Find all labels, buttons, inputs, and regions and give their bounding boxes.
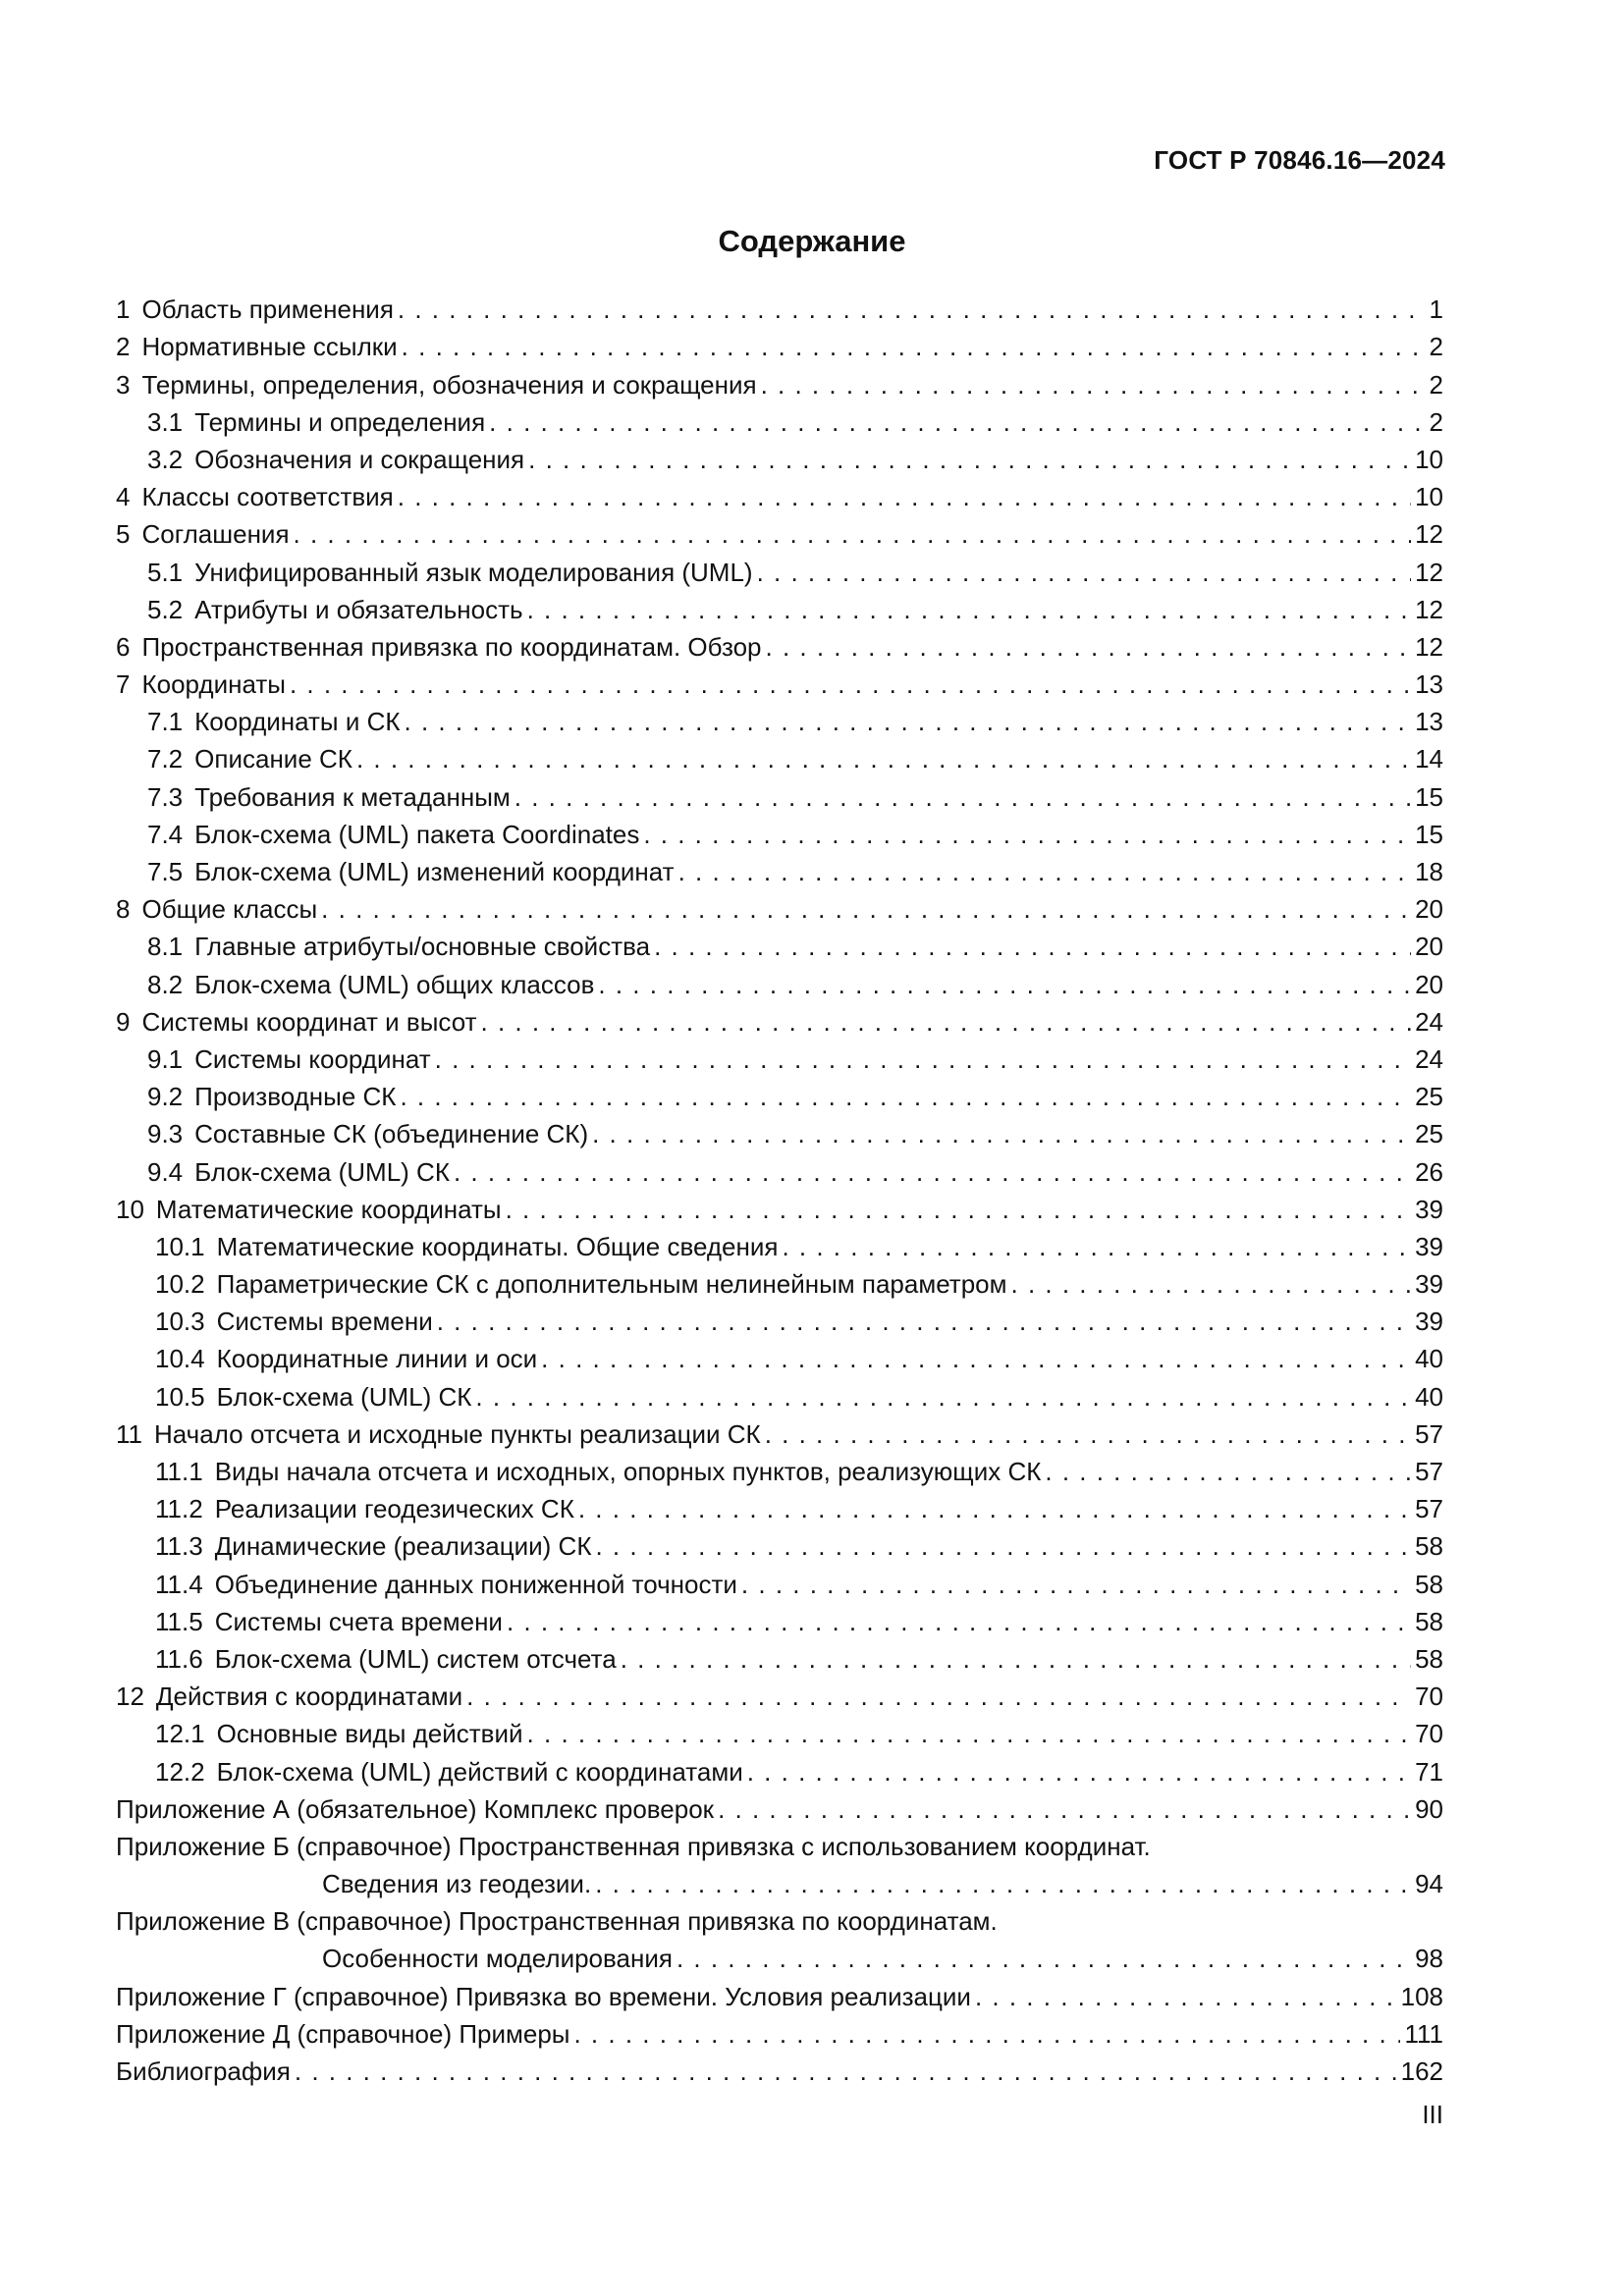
dot-leader — [718, 1795, 1411, 1825]
toc-entry-label — [155, 1344, 537, 1374]
toc-entry-label — [147, 1044, 431, 1075]
toc-entry-page: 18 — [1415, 857, 1443, 886]
dot-leader — [437, 1308, 1411, 1337]
toc-entry[interactable] — [116, 850, 1443, 887]
toc-entry-label — [155, 1531, 591, 1562]
toc-entry[interactable] — [116, 1149, 1443, 1187]
toc-entry-label — [155, 1232, 778, 1262]
toc-entry-title: Виды начала отсчета и исходных, опорных пунктов, реализующих СК — [214, 1457, 1042, 1486]
toc-entry[interactable] — [116, 288, 1443, 325]
toc-entry-number: 12.1 — [155, 1719, 205, 1749]
toc-entry-label — [147, 445, 524, 475]
toc-entry[interactable] — [116, 550, 1443, 587]
toc-entry[interactable] — [116, 737, 1443, 774]
dot-leader — [489, 408, 1425, 438]
appendix-entry[interactable] — [116, 1937, 1443, 1974]
page-title: Содержание — [718, 224, 906, 258]
toc-entry-page: 40 — [1415, 1381, 1443, 1412]
toc-entry-number: 12 — [116, 1682, 144, 1712]
toc-entry[interactable] — [116, 1675, 1443, 1712]
dot-leader — [294, 520, 1412, 550]
dot-leader — [598, 971, 1411, 1000]
toc-entry[interactable] — [116, 1000, 1443, 1038]
appendix-title-continued: Особенности моделирования — [322, 1944, 673, 1974]
appendix-entry[interactable] — [116, 1788, 1443, 1825]
dot-leader — [295, 2057, 1397, 2087]
toc-entry-title: Главные атрибуты/основные свойства — [194, 932, 651, 962]
toc-entry[interactable] — [116, 1749, 1443, 1787]
toc-entry-number: 4 — [116, 482, 131, 512]
toc-entry-title: Системы счета времени — [214, 1606, 503, 1636]
toc-entry-number: 10 — [116, 1194, 144, 1224]
toc-entry-number: 10.3 — [155, 1307, 205, 1337]
toc-entry-title: Атрибуты и обязательность — [194, 594, 523, 624]
toc-entry[interactable] — [116, 1712, 1443, 1749]
toc-entry-page: 39 — [1415, 1307, 1443, 1337]
toc-entry-title: Блок-схема (UML) систем отсчета — [214, 1643, 617, 1674]
appendix-title: Приложение А (обязательное) Комплекс проверок — [116, 1793, 715, 1824]
dot-leader — [592, 1120, 1411, 1149]
toc-entry[interactable] — [116, 1562, 1443, 1599]
table-of-contents — [116, 288, 1443, 2087]
toc-entry-label — [147, 970, 594, 1000]
toc-entry-title: Блок-схема (UML) СК — [194, 1156, 450, 1187]
dot-leader — [475, 1383, 1411, 1413]
toc-entry-page: 25 — [1415, 1082, 1443, 1112]
dot-leader — [741, 1571, 1411, 1600]
toc-entry-title: Начало отсчета и исходные пункты реализации СК — [154, 1418, 761, 1449]
toc-entry-page: 25 — [1415, 1119, 1443, 1149]
toc-entry[interactable] — [116, 475, 1443, 512]
toc-entry-number: 11.4 — [155, 1569, 203, 1599]
dot-leader — [643, 821, 1411, 850]
toc-entry[interactable] — [116, 887, 1443, 925]
toc-entry-title: Унифицированный язык моделирования (UML) — [194, 557, 753, 587]
toc-entry-page: 20 — [1415, 894, 1443, 925]
toc-entry-page: 71 — [1415, 1756, 1443, 1787]
toc-entry-number: 7.1 — [147, 707, 184, 737]
toc-entry[interactable] — [116, 625, 1443, 663]
toc-entry[interactable] — [116, 1600, 1443, 1637]
toc-entry-label — [116, 1195, 502, 1225]
toc-entry-page: 20 — [1415, 932, 1443, 962]
toc-entry-label — [147, 1119, 588, 1149]
toc-entry[interactable] — [116, 1637, 1443, 1675]
toc-entry-label — [116, 519, 290, 550]
toc-entry-page: 12 — [1415, 631, 1443, 662]
dot-leader — [621, 1645, 1411, 1675]
toc-entry-label — [147, 1157, 450, 1188]
appendix-page: 111 — [1404, 2018, 1443, 2049]
toc-entry-page: 13 — [1415, 707, 1443, 737]
appendix-title: Приложение Д (справочное) Примеры — [116, 2018, 570, 2049]
toc-entry-title: Блок-схема (UML) общих классов — [194, 969, 595, 999]
toc-entry[interactable] — [116, 400, 1443, 438]
toc-entry-number: 10.4 — [155, 1344, 205, 1374]
toc-entry-number: 9.4 — [147, 1156, 184, 1187]
toc-entry[interactable] — [116, 325, 1443, 362]
dot-leader — [454, 1158, 1411, 1188]
toc-entry-label — [155, 1570, 737, 1600]
toc-entry-label — [116, 1419, 761, 1450]
dot-leader — [528, 446, 1411, 475]
appendix-page: 162 — [1400, 2056, 1443, 2086]
toc-entry-number: 11.6 — [155, 1643, 203, 1674]
toc-entry-title: Описание СК — [194, 744, 352, 774]
toc-entry-page: 39 — [1415, 1231, 1443, 1261]
toc-entry-page: 58 — [1415, 1643, 1443, 1674]
toc-entry-page: 70 — [1415, 1719, 1443, 1749]
dot-leader — [541, 1345, 1411, 1374]
toc-entry-title: Требования к метаданным — [194, 781, 511, 812]
toc-entry-number: 3 — [116, 369, 131, 400]
toc-entry-title: Объединение данных пониженной точности — [214, 1569, 737, 1599]
appendix-title: Приложение Г (справочное) Привязка во времени. Условия реализации — [116, 1981, 971, 2011]
toc-entry-number: 7.5 — [147, 857, 184, 886]
dot-leader — [398, 483, 1411, 512]
dot-leader — [595, 1870, 1411, 1899]
toc-entry-page: 40 — [1415, 1344, 1443, 1374]
toc-entry[interactable] — [116, 925, 1443, 962]
toc-entry-number: 10.1 — [155, 1231, 205, 1261]
toc-entry-title: Область применения — [141, 294, 394, 325]
dot-leader — [761, 371, 1426, 400]
toc-entry-number: 9.3 — [147, 1119, 184, 1149]
toc-entry-number: 10.2 — [155, 1269, 205, 1300]
toc-entry-label — [155, 1607, 503, 1637]
toc-entry-number: 3.1 — [147, 406, 184, 437]
appendix-entry-heading — [116, 1899, 1443, 1937]
toc-entry-page: 70 — [1415, 1682, 1443, 1712]
toc-entry-page: 26 — [1415, 1156, 1443, 1187]
toc-entry-number: 7 — [116, 669, 131, 700]
toc-entry[interactable] — [116, 700, 1443, 737]
toc-entry-title: Термины и определения — [194, 406, 486, 437]
dot-leader — [506, 1196, 1411, 1225]
toc-entry-label — [116, 632, 762, 663]
toc-entry-number: 5 — [116, 519, 131, 550]
toc-entry[interactable] — [116, 1374, 1443, 1412]
toc-entry-title: Пространственная привязка по координатам. Обзор — [141, 631, 762, 662]
dot-leader — [507, 1608, 1411, 1637]
toc-entry[interactable] — [116, 774, 1443, 812]
toc-entry-page: 2 — [1429, 369, 1443, 400]
dot-leader — [578, 1495, 1411, 1524]
toc-entry-title: Составные СК (объединение СК) — [194, 1119, 589, 1149]
toc-entry-label — [155, 1757, 743, 1788]
toc-entry[interactable] — [116, 512, 1443, 550]
toc-entry-number: 11.1 — [155, 1457, 203, 1486]
toc-entry[interactable] — [116, 1075, 1443, 1112]
toc-entry-label — [155, 1269, 1007, 1300]
toc-entry-label — [147, 820, 639, 850]
toc-entry-title: Математические координаты — [155, 1194, 502, 1224]
toc-entry-page: 12 — [1415, 519, 1443, 550]
toc-entry[interactable] — [116, 1487, 1443, 1524]
toc-entry-page: 24 — [1415, 1006, 1443, 1037]
toc-entry-label — [116, 894, 317, 925]
toc-entry-number: 7.2 — [147, 744, 184, 774]
toc-entry-page: 20 — [1415, 969, 1443, 999]
toc-entry-title: Системы времени — [216, 1307, 433, 1337]
toc-entry-number: 12.2 — [155, 1756, 205, 1787]
toc-entry[interactable] — [116, 1450, 1443, 1487]
toc-entry-label — [116, 669, 286, 700]
toc-entry-page: 58 — [1415, 1531, 1443, 1562]
toc-entry[interactable] — [116, 1225, 1443, 1262]
document-code: ГОСТ Р 70846.16—2024 — [1154, 145, 1445, 175]
toc-entry-number: 11.2 — [155, 1494, 203, 1524]
toc-entry-title: Соглашения — [141, 519, 290, 550]
toc-entry-title: Координаты и СК — [194, 707, 401, 737]
toc-entry-title: Координатные линии и оси — [216, 1344, 538, 1374]
dot-leader — [1011, 1270, 1412, 1300]
toc-entry-label — [116, 294, 394, 325]
toc-entry[interactable] — [116, 1038, 1443, 1075]
dot-leader — [527, 596, 1412, 625]
toc-entry-title: Системы координат и высот — [141, 1006, 477, 1037]
toc-entry-title: Обозначения и сокращения — [194, 444, 525, 474]
toc-entry-label — [155, 1382, 471, 1413]
dot-leader — [747, 1758, 1411, 1788]
toc-entry-title: Блок-схема (UML) СК — [216, 1381, 472, 1412]
toc-entry[interactable] — [116, 1524, 1443, 1562]
appendix-title: Приложение Б (справочное) Пространственная привязка с использованием координат. — [116, 1831, 1151, 1861]
toc-entry-label — [155, 1719, 523, 1749]
appendix-title: Приложение В (справочное) Пространственная привязка по координатам. — [116, 1906, 998, 1937]
dot-leader — [398, 295, 1426, 325]
dot-leader — [573, 2020, 1400, 2050]
dot-leader — [356, 745, 1411, 774]
toc-entry-page: 15 — [1415, 819, 1443, 849]
appendix-title-continued: Сведения из геодезии. — [322, 1869, 592, 1899]
toc-entry-page: 24 — [1415, 1043, 1443, 1074]
dot-leader — [1045, 1458, 1411, 1487]
toc-entry-number: 11.3 — [155, 1531, 203, 1562]
toc-entry[interactable] — [116, 962, 1443, 999]
toc-entry-label — [155, 1307, 433, 1337]
toc-entry-label — [147, 782, 511, 813]
dot-leader — [400, 1083, 1411, 1112]
dot-leader — [481, 1008, 1412, 1038]
toc-entry-label — [147, 857, 675, 887]
toc-entry-page: 15 — [1415, 781, 1443, 812]
toc-entry-title: Координаты — [141, 669, 286, 700]
toc-entry-title: Блок-схема (UML) пакета Coordinates — [194, 819, 640, 849]
toc-entry-number: 9.1 — [147, 1043, 184, 1074]
toc-entry[interactable] — [116, 1112, 1443, 1149]
toc-entry-page: 2 — [1429, 406, 1443, 437]
toc-entry-title: Блок-схема (UML) изменений координат — [194, 857, 675, 886]
toc-entry[interactable] — [116, 362, 1443, 400]
toc-entry[interactable] — [116, 1300, 1443, 1337]
toc-entry-number: 11 — [116, 1418, 142, 1449]
toc-entry-number: 10.5 — [155, 1381, 205, 1412]
dot-leader — [678, 858, 1412, 887]
toc-entry-title: Системы координат — [194, 1043, 431, 1074]
toc-entry-number: 8.2 — [147, 969, 184, 999]
toc-entry-title: Общие классы — [141, 894, 318, 925]
toc-entry-title: Блок-схема (UML) действий с координатами — [216, 1756, 743, 1787]
dot-leader — [402, 333, 1426, 362]
toc-entry-label — [155, 1644, 617, 1675]
toc-entry-title: Реализации геодезических СК — [214, 1494, 574, 1524]
toc-entry-page: 10 — [1415, 482, 1443, 512]
appendix-entry[interactable] — [116, 2050, 1443, 2087]
dot-leader — [514, 783, 1411, 813]
appendix-page: 108 — [1400, 1981, 1443, 2011]
toc-entry-label — [155, 1457, 1041, 1487]
toc-entry-title: Производные СК — [194, 1082, 397, 1112]
toc-entry-page: 57 — [1415, 1457, 1443, 1486]
toc-entry-page: 1 — [1429, 294, 1443, 325]
toc-entry-page: 57 — [1415, 1418, 1443, 1449]
dot-leader — [527, 1720, 1412, 1749]
toc-entry-title: Динамические (реализации) СК — [214, 1531, 592, 1562]
toc-entry[interactable] — [116, 588, 1443, 625]
toc-entry-number: 8 — [116, 894, 131, 925]
toc-entry-title: Основные виды действий — [216, 1719, 523, 1749]
toc-entry-label — [147, 558, 753, 588]
toc-entry-title: Действия с координатами — [155, 1682, 463, 1712]
toc-entry-number: 7.4 — [147, 819, 184, 849]
appendix-page: 90 — [1415, 1793, 1443, 1824]
toc-entry-number: 9.2 — [147, 1082, 184, 1112]
toc-entry-number: 5.1 — [147, 557, 184, 587]
appendix-entry[interactable] — [116, 2012, 1443, 2050]
toc-entry-page: 12 — [1415, 557, 1443, 587]
toc-entry-page: 14 — [1415, 744, 1443, 774]
toc-entry-title: Параметрические СК с дополнительным нелинейным параметром — [216, 1269, 1007, 1300]
toc-entry-number: 1 — [116, 294, 131, 325]
dot-leader — [654, 933, 1411, 962]
toc-entry-title: Классы соответствия — [141, 482, 394, 512]
toc-entry-number: 9 — [116, 1006, 131, 1037]
toc-entry-number: 11.5 — [155, 1606, 203, 1636]
dot-leader — [595, 1532, 1411, 1562]
toc-entry-label — [147, 744, 352, 774]
dot-leader — [782, 1233, 1411, 1262]
toc-entry-title: Математические координаты. Общие сведения — [216, 1231, 779, 1261]
toc-entry-number: 3.2 — [147, 444, 184, 474]
toc-entry-label — [116, 482, 394, 512]
toc-entry-page: 58 — [1415, 1606, 1443, 1636]
dot-leader — [677, 1945, 1411, 1974]
toc-entry-page: 58 — [1415, 1569, 1443, 1599]
toc-entry-page: 39 — [1415, 1269, 1443, 1300]
toc-entry-label — [147, 407, 485, 438]
appendix-title: Библиография — [116, 2056, 291, 2086]
dot-leader — [975, 1983, 1397, 2012]
toc-entry-page: 12 — [1415, 594, 1443, 624]
appendix-entry[interactable] — [116, 1974, 1443, 2011]
toc-entry-label — [155, 1494, 574, 1524]
toc-entry[interactable] — [116, 1262, 1443, 1300]
toc-entry-page: 2 — [1429, 332, 1443, 362]
dot-leader — [757, 559, 1412, 588]
toc-entry-label — [147, 707, 401, 737]
toc-entry-title: Термины, определения, обозначения и сокращения — [141, 369, 757, 400]
toc-entry-label — [116, 1682, 462, 1712]
appendix-entry-heading — [116, 1825, 1443, 1862]
toc-entry[interactable] — [116, 1337, 1443, 1374]
page-number: III — [1422, 2100, 1443, 2129]
toc-entry-page: 13 — [1415, 669, 1443, 700]
toc-entry-page: 10 — [1415, 444, 1443, 474]
toc-entry[interactable] — [116, 1188, 1443, 1225]
toc-entry-label — [116, 370, 757, 400]
appendix-page: 94 — [1415, 1869, 1443, 1899]
dot-leader — [435, 1045, 1411, 1075]
toc-entry-number: 7.3 — [147, 781, 184, 812]
toc-entry[interactable] — [116, 663, 1443, 700]
appendix-page: 98 — [1415, 1944, 1443, 1974]
toc-entry-page: 57 — [1415, 1494, 1443, 1524]
toc-entry-label — [147, 932, 650, 962]
toc-entry-number: 2 — [116, 332, 131, 362]
toc-entry-title: Нормативные ссылки — [141, 332, 398, 362]
toc-entry-number: 6 — [116, 631, 131, 662]
toc-entry-label — [147, 595, 523, 625]
toc-entry-number: 8.1 — [147, 932, 184, 962]
toc-entry-label — [116, 332, 398, 362]
toc-entry[interactable] — [116, 1413, 1443, 1450]
dot-leader — [290, 670, 1411, 700]
dot-leader — [321, 895, 1411, 925]
dot-leader — [765, 1420, 1411, 1450]
toc-entry-page: 39 — [1415, 1194, 1443, 1224]
toc-entry-label — [116, 1007, 477, 1038]
dot-leader — [466, 1682, 1411, 1712]
dot-leader — [766, 633, 1412, 663]
dot-leader — [405, 708, 1412, 737]
toc-entry-label — [147, 1082, 396, 1112]
toc-entry[interactable] — [116, 813, 1443, 850]
toc-entry-number: 5.2 — [147, 594, 184, 624]
appendix-entry[interactable] — [116, 1862, 1443, 1899]
toc-entry[interactable] — [116, 438, 1443, 475]
